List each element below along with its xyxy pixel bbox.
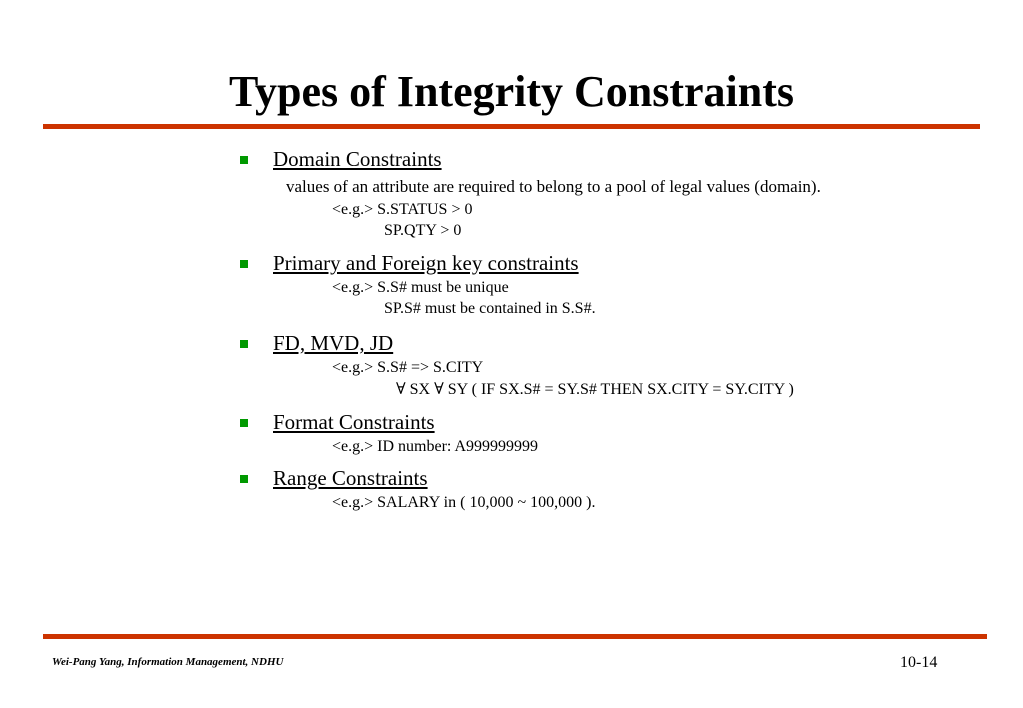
footer-divider bbox=[43, 634, 987, 639]
bullet-example: <e.g.> S.STATUS > 0 bbox=[332, 201, 473, 218]
bullet-example: ∀ SX ∀ SY ( IF SX.S# = SY.S# THEN SX.CITY = SY.CITY ) bbox=[396, 381, 794, 398]
bullet-square-icon bbox=[240, 419, 248, 427]
bullet-example: SP.QTY > 0 bbox=[384, 222, 462, 239]
bullet-example: <e.g.> ID number: A999999999 bbox=[332, 438, 539, 455]
bullet-description: values of an attribute are required to belong to a pool of legal values (domain). bbox=[286, 177, 821, 196]
slide-title: Types of Integrity Constraints bbox=[228, 67, 795, 116]
bullet-heading: Format Constraints bbox=[273, 410, 435, 434]
bullet-square-icon bbox=[240, 156, 248, 164]
bullet-example: SP.S# must be contained in S.S#. bbox=[384, 300, 596, 317]
footer-author: Wei-Pang Yang, Information Management, NDHU bbox=[52, 656, 284, 668]
bullet-square-icon bbox=[240, 260, 248, 268]
bullet-example: <e.g.> SALARY in ( 10,000 ~ 100,000 ). bbox=[332, 494, 596, 511]
bullet-example: <e.g.> S.S# => S.CITY bbox=[332, 359, 484, 376]
title-divider bbox=[43, 124, 980, 129]
bullet-heading: Range Constraints bbox=[273, 466, 428, 490]
bullet-square-icon bbox=[240, 340, 248, 348]
page-number: 10-14 bbox=[900, 654, 938, 671]
bullet-example: <e.g.> S.S# must be unique bbox=[332, 279, 509, 296]
bullet-heading: Domain Constraints bbox=[273, 147, 442, 171]
bullet-square-icon bbox=[240, 475, 248, 483]
bullet-heading: FD, MVD, JD bbox=[273, 331, 394, 355]
bullet-heading: Primary and Foreign key constraints bbox=[273, 251, 579, 275]
